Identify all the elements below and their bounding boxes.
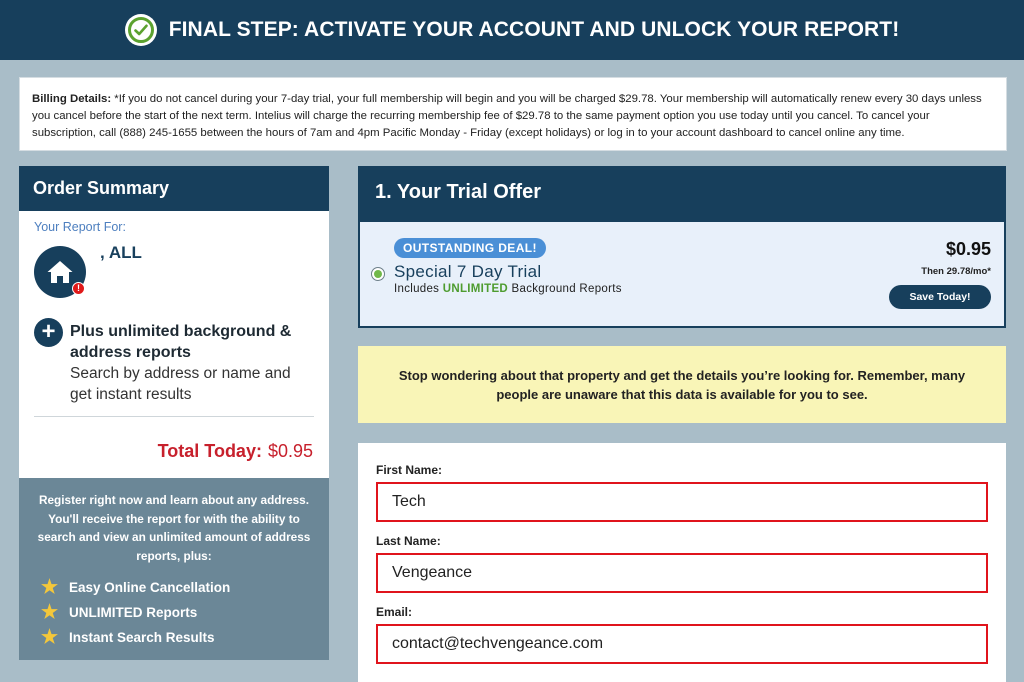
page-title: FINAL STEP: ACTIVATE YOUR ACCOUNT AND UNLOCK YOUR REPORT! xyxy=(168,18,900,41)
list-item xyxy=(41,600,329,625)
radio-selected-dot xyxy=(374,270,382,278)
list-item xyxy=(41,625,329,650)
includes-highlight: UNLIMITED xyxy=(442,283,509,295)
benefits-list xyxy=(19,565,329,650)
email-label: Email: xyxy=(376,605,413,619)
unlimited-title: Plus unlimited background & address reports xyxy=(70,323,292,361)
includes-suffix: Background Reports xyxy=(508,283,622,295)
first-name-field[interactable] xyxy=(376,482,988,522)
star-icon: ★ xyxy=(41,627,59,648)
registration-form xyxy=(358,443,1006,682)
list-item xyxy=(41,575,329,600)
trial-radio[interactable] xyxy=(371,267,385,281)
total-value: $0.95 xyxy=(267,441,313,461)
trial-name: Special 7 Day Trial xyxy=(394,262,542,281)
divider xyxy=(34,416,314,417)
last-name-field[interactable] xyxy=(376,553,988,593)
register-box xyxy=(19,478,329,660)
top-banner xyxy=(0,0,1024,60)
star-icon: ★ xyxy=(41,577,59,598)
register-text: Register right now and learn about any address. You'll receive the report for with the ability to search and view an unlimited amount of address reports, plus: xyxy=(37,493,311,563)
deal-badge: OUTSTANDING DEAL! xyxy=(394,238,546,258)
unlimited-subtitle: Search by address or name and get instant results xyxy=(70,365,291,403)
order-summary-panel xyxy=(19,166,329,660)
first-name-label: First Name: xyxy=(376,463,443,477)
notice-text: Stop wondering about that property and get the details you’re looking for. Remember, many people are unaware that this data is available for you to see. xyxy=(398,368,966,402)
billing-text: *If you do not cancel during your 7-day trial, your full membership will begin and you will be charged $29.78. Your membership will automatically renew every 30 days unless you cancel before the start of the next term. Intelius will charge the recurring membership fee of $29.78 to the same payment option you use today until you cancel. To cancel your subscription, call (888) 245-1655 between the hours of 7am and 4pm Pacific Monday - Friday (except holidays) or log in to your account dashboard to cancel online any time. xyxy=(32,93,982,139)
check-circle-icon xyxy=(125,14,157,46)
email-field[interactable] xyxy=(376,624,988,664)
total-today xyxy=(158,441,313,462)
benefit-label: UNLIMITED Reports xyxy=(69,605,198,620)
includes-prefix: Includes xyxy=(394,283,443,295)
trial-price: $0.95 xyxy=(945,239,991,259)
trial-offer-panel xyxy=(358,166,1006,328)
star-icon: ★ xyxy=(41,602,59,623)
notice-box xyxy=(358,346,1006,423)
trial-option[interactable] xyxy=(360,222,1004,326)
total-label: Total Today: xyxy=(157,441,262,461)
order-summary-title: Order Summary xyxy=(19,166,329,211)
benefit-label: Instant Search Results xyxy=(69,630,215,645)
report-subject: , ALL xyxy=(100,243,142,262)
alert-icon: ! xyxy=(72,282,85,295)
plus-icon: + xyxy=(34,318,63,347)
billing-label: Billing Details: xyxy=(32,93,112,105)
trial-section-title: 1. Your Trial Offer xyxy=(375,181,541,203)
benefit-label: Easy Online Cancellation xyxy=(69,580,231,595)
trial-then-price: Then 29.78/mo* xyxy=(921,266,991,277)
billing-details xyxy=(19,77,1007,151)
report-for-label: Your Report For: xyxy=(34,220,126,234)
last-name-label: Last Name: xyxy=(376,534,441,548)
save-today-button[interactable]: Save Today! xyxy=(889,285,991,309)
trial-includes xyxy=(394,283,622,295)
